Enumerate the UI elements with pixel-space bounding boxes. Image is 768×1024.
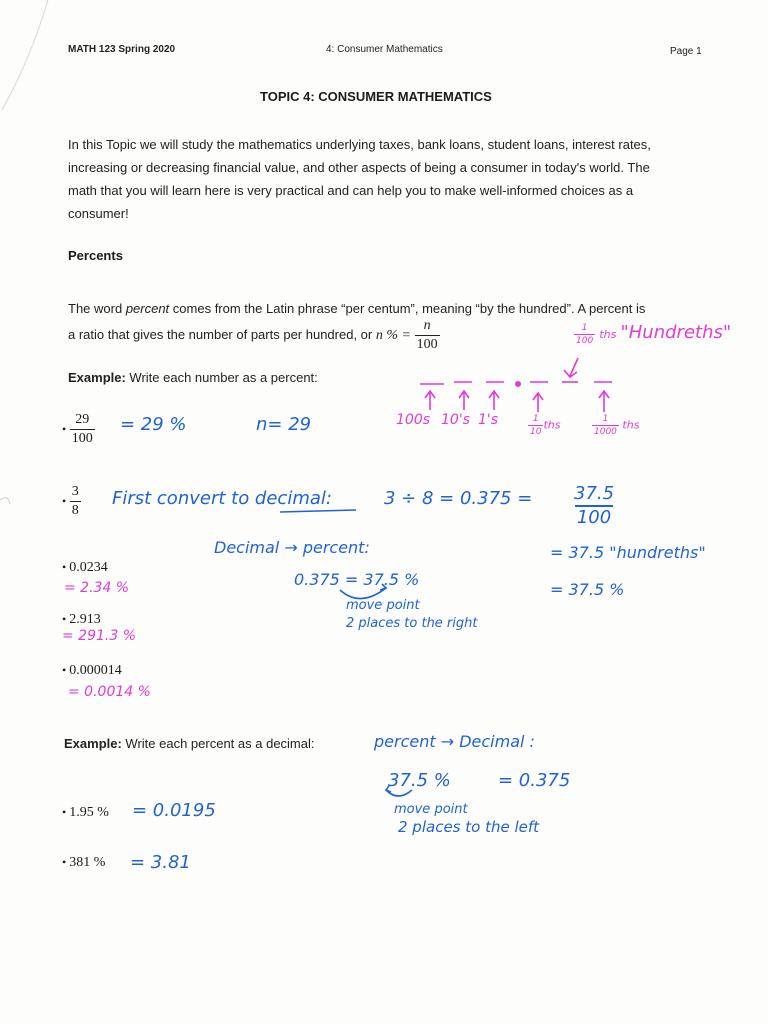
scan-artifact-mark	[0, 498, 10, 504]
example-1-item-5: • 0.000014	[62, 663, 122, 678]
place-value-diagram	[420, 358, 612, 412]
section-heading-percents: Percents	[68, 248, 123, 263]
hw-decimal-example: 0.375 = 37.5 %	[294, 570, 420, 589]
hw-percent-to-decimal: percent → Decimal :	[374, 732, 535, 751]
decimal-point-dot	[516, 382, 520, 386]
example-1-item-1: • $\frac{29}{100}$	[62, 412, 93, 446]
formula-numerator: n	[423, 318, 431, 333]
arrow-head-icon	[386, 786, 391, 792]
item-value: 2.913	[69, 612, 101, 627]
fraction-numerator: 29	[75, 412, 90, 427]
hw-division: 3 ÷ 8 = 0.375 =	[384, 488, 533, 509]
hw-den: 100	[576, 507, 612, 528]
intro-line-4: consumer!	[68, 206, 129, 221]
definition-text-b: comes from the Latin phrase “per centum”, meaning “by the hundred”. A percent is	[169, 301, 646, 316]
hw-percent-example-left: 37.5 %	[388, 770, 451, 791]
hw-move-point: move point	[346, 598, 420, 613]
definition-text-c: a ratio that gives the number of parts per hundred, or	[68, 326, 376, 342]
hw-num: 37.5	[574, 483, 615, 504]
hw-place-10s: 10's	[441, 412, 470, 428]
item-value: 381 %	[69, 855, 106, 870]
hw-num: 1	[532, 414, 539, 424]
header-course: MATH 123 Spring 2020	[68, 44, 176, 55]
item-value: 0.000014	[69, 663, 122, 678]
example-1-label: Example:	[68, 370, 126, 385]
hw-decimal-to-percent: Decimal → percent:	[214, 538, 370, 557]
hw-den: 10	[530, 427, 542, 437]
hw-answer-29: = 29 %	[120, 414, 187, 435]
arrow-down-icon	[564, 358, 578, 377]
item-value: 1.95 %	[69, 805, 109, 820]
example-2-label: Example:	[64, 736, 122, 751]
definition-term: percent	[125, 301, 170, 316]
formula-denominator: 100	[416, 337, 438, 352]
hw-percent-line: = 37.5 %	[550, 580, 625, 599]
hw-first-convert: First convert to decimal:	[112, 488, 332, 509]
hw-answer-381: = 3.81	[130, 852, 191, 873]
hw-percent-example-right: = 0.375	[498, 770, 571, 791]
underline-decimal	[280, 510, 356, 512]
example-1-item-3: • 0.0234	[62, 560, 108, 575]
hw-n-equals: n= 29	[256, 414, 312, 435]
hw-place-1s: 1's	[478, 412, 499, 428]
hw-answer-000014: = 0.0014 %	[68, 684, 151, 700]
example-1-text: Write each number as a percent:	[125, 370, 318, 385]
hw-answer-195: = 0.0195	[132, 800, 216, 821]
hw-two-places-left: 2 places to the left	[398, 818, 540, 836]
intro-line-1: In this Topic we will study the mathematics underlying taxes, bank loans, student loans, interest rates,	[68, 137, 651, 152]
fraction-denominator: 8	[71, 503, 79, 518]
hw-move-point-2: move point	[394, 802, 468, 817]
scan-artifact-line	[2, 0, 48, 110]
arrow-up-icon	[599, 391, 609, 412]
arrow-head-icon	[380, 584, 386, 590]
fraction-denominator: 100	[71, 431, 93, 446]
intro-line-3: math that you will learn here is very practical and can help you to make well-informed choices as a	[68, 183, 634, 198]
hw-ths: ths	[599, 328, 617, 341]
hw-hundreths-line: = 37.5 "hundreths"	[550, 543, 706, 562]
example-1-item-4: • 2.913	[62, 612, 101, 627]
example-2-item-1: • 1.95 %	[62, 805, 109, 820]
hw-thousandths-suffix: ths	[622, 418, 640, 432]
hw-hundreths-quote: "Hundreths"	[620, 322, 732, 343]
definition-text-a: The word	[68, 301, 126, 316]
hw-two-places-right: 2 places to the right	[346, 616, 478, 631]
arrow-up-icon	[459, 391, 469, 410]
hw-tenths-suffix: ths	[543, 418, 561, 432]
hw-num: 1	[581, 323, 588, 333]
item-value: 0.0234	[69, 560, 108, 575]
header-topic: 4: Consumer Mathematics	[326, 44, 443, 55]
hw-answer-0234: = 2.34 %	[64, 580, 130, 596]
example-2-text: Write each percent as a decimal:	[121, 736, 315, 751]
hw-den: 1000	[594, 427, 617, 437]
example-1-item-2: • $\frac{3}{8}$	[62, 484, 79, 518]
hw-num: 1	[602, 414, 609, 424]
fraction-numerator: 3	[71, 484, 79, 499]
hw-den: 100	[576, 336, 594, 346]
intro-line-2: increasing or decreasing financial value, and other aspects of being a consumer in today's world. The	[68, 160, 650, 175]
header-page-number: Page 1	[670, 46, 702, 57]
blue-strokes	[280, 510, 412, 796]
formula-lhs: n % =	[375, 327, 411, 343]
arrow-up-icon	[533, 393, 543, 412]
arrow-up-icon	[489, 391, 499, 410]
hw-answer-2913: = 291.3 %	[62, 628, 137, 644]
move-point-arc-right	[340, 588, 386, 599]
hw-place-100s: 100s	[396, 412, 431, 428]
arrow-up-icon	[425, 391, 435, 410]
page-title: TOPIC 4: CONSUMER MATHEMATICS	[260, 89, 492, 104]
example-2-item-2: • 381 %	[62, 855, 106, 870]
